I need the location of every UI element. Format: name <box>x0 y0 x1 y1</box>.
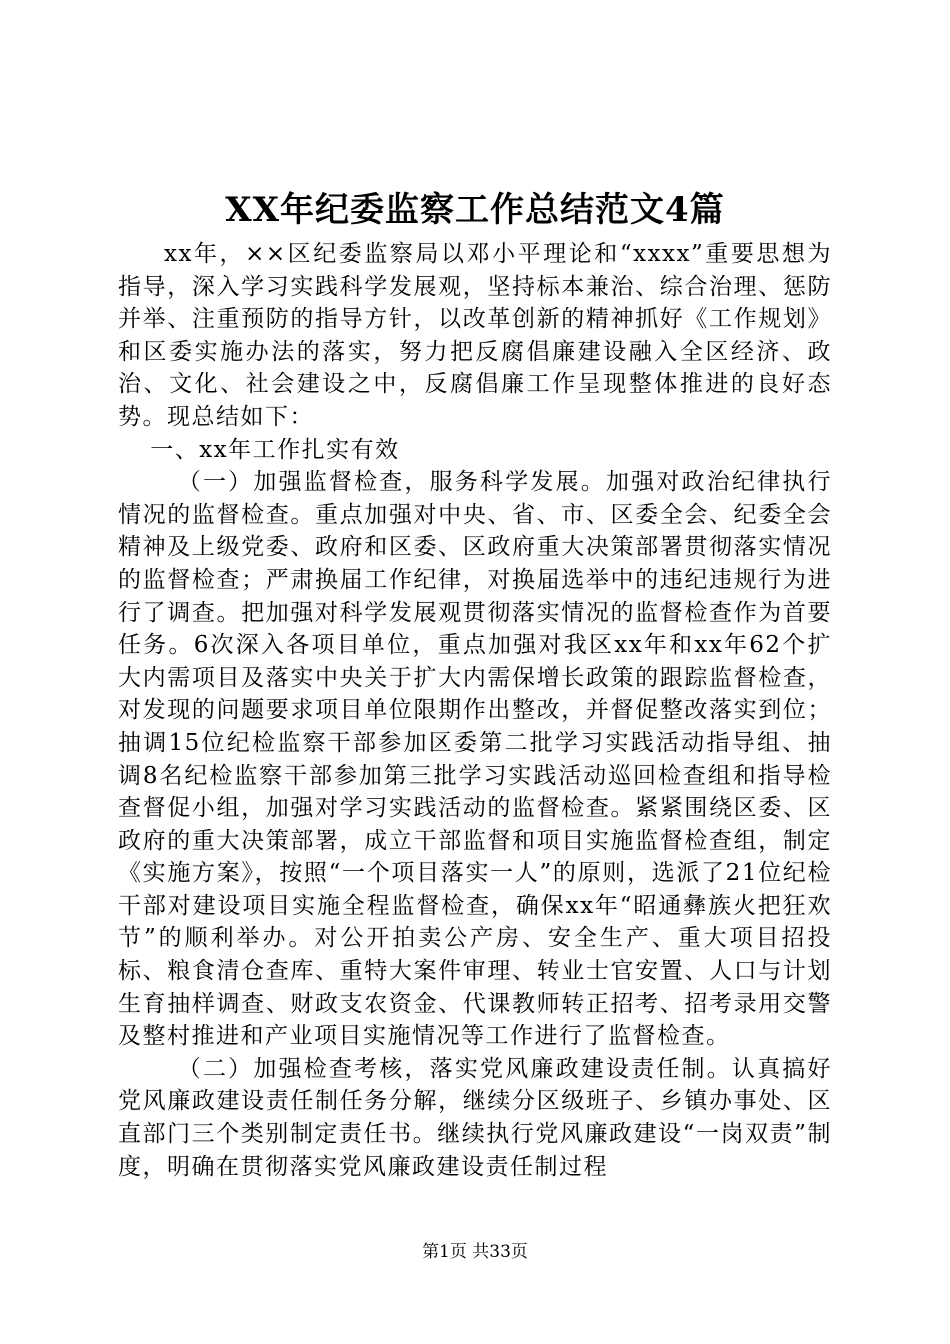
subsection-paragraph-2: （二）加强检查考核，落实党风廉政建设责任制。认真搞好党风廉政建设责任制任务分解，继续分区级班子、乡镇办事处、区直部门三个类别制定责任书。继续执行党风廉政建设“一岗双责”制度，明确在贯彻落实党风廉政建设责任制过程 <box>118 1055 832 1180</box>
section-heading: 一、xx年工作扎实有效 <box>150 436 400 463</box>
subsection-paragraph-1: （一）加强监督检查，服务科学发展。加强对政治纪律执行情况的监督检查。重点加强对中央、省、市、区委全会、纪委全会精神及上级党委、政府和区委、区政府重大决策部署贯彻落实情况的监督检查；严肃换届工作纪律，对换届选举中的违纪违规行为进行了调查。把加强对科学发展观贯彻落实情况的监督检查作为首要任务。6次深入各项目单位，重点加强对我区xx年和xx年62个扩大内需项目及落实中央关于扩大内需保增长政策的跟踪监督检查，对发现的问题要求项目单位限期作出整改，并督促整改落实到位；抽调15位纪检监察干部参加区委第二批学习实践活动指导组、抽调8名纪检监察干部参加第三批学习实践活动巡回检查组和指导检查督促小组，加强对学习实践活动的监督检查。紧紧围绕区委、区政府的重大决策部署，成立干部监督和项目实施监督检查组，制定《实施方案》，按照“一个项目落实一人”的原则，选派了21位纪检干部对建设项目实施全程监督检查，确保xx年“昭通彝族火把狂欢节”的顺利举办。对公开拍卖公产房、安全生产、重大项目招投标、粮食清仓查库、重特大案件审理、转业士官安置、人口与计划生育抽样调查、财政支农资金、代课教师转正招考、招考录用交警及整村推进和产业项目实施情况等工作进行了监督检查。 <box>118 469 832 1050</box>
document-title: XX年纪委监察工作总结范文4篇 <box>225 190 725 230</box>
intro-paragraph: xx年，××区纪委监察局以邓小平理论和“xxxx”重要思想为指导，深入学习实践科学发展观，坚持标本兼治、综合治理、惩防并举、注重预防的指导方针，以改革创新的精神抓好《工作规划》和区委实施办法的落实，努力把反腐倡廉建设融入全区经济、政治、文化、社会建设之中，反腐倡廉工作呈现整体推进的良好态势。现总结如下： <box>118 241 832 430</box>
document-body <box>118 238 832 1183</box>
page-number: 第1页 共33页 <box>422 1242 528 1262</box>
